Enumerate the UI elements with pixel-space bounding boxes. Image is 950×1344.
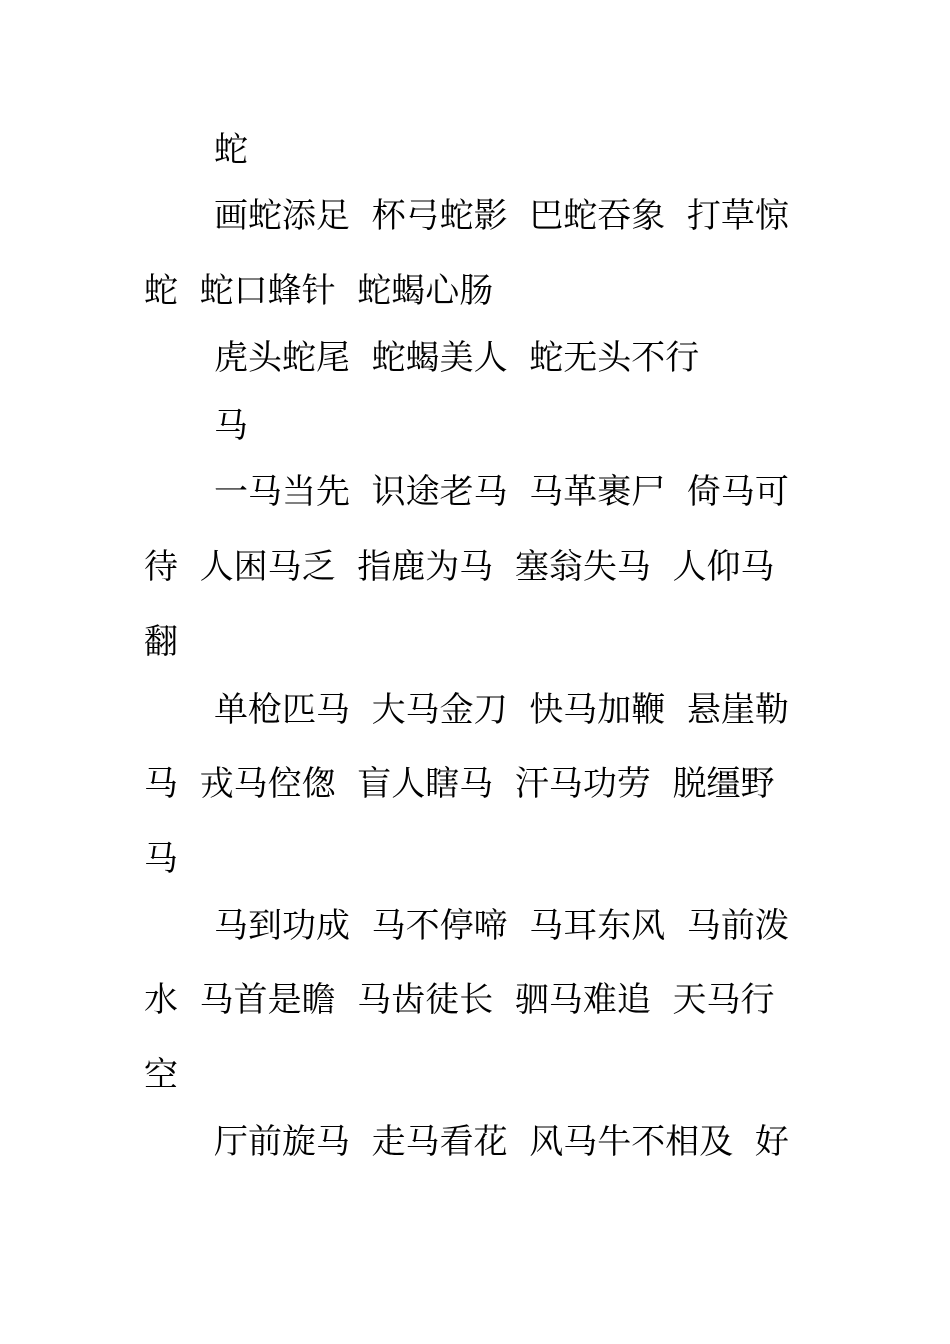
text-line: 虎头蛇尾 蛇蝎美人 蛇无头不行 (214, 338, 700, 378)
text-line: 厅前旋马 走马看花 风马牛不相及 好 (214, 1122, 789, 1162)
section-heading-horse: 马 (214, 406, 248, 446)
text-line: 画蛇添足 杯弓蛇影 巴蛇吞象 打草惊 (214, 196, 789, 236)
text-line: 单枪匹马 大马金刀 快马加鞭 悬崖勒 (214, 690, 789, 730)
text-line: 待 人困马乏 指鹿为马 塞翁失马 人仰马 (144, 547, 775, 587)
text-line: 翻 (144, 622, 178, 662)
section-heading-snake: 蛇 (214, 130, 248, 170)
text-line: 空 (144, 1055, 178, 1095)
text-line: 水 马首是瞻 马齿徒长 驷马难追 天马行 (144, 980, 775, 1020)
text-line: 马到功成 马不停啼 马耳东风 马前泼 (214, 906, 789, 946)
text-line: 马 戎马倥偬 盲人瞎马 汗马功劳 脱缰野 (144, 764, 775, 804)
text-line: 一马当先 识途老马 马革裹尸 倚马可 (214, 472, 789, 512)
text-line: 马 (144, 839, 178, 879)
text-line: 蛇 蛇口蜂针 蛇蝎心肠 (144, 271, 494, 311)
